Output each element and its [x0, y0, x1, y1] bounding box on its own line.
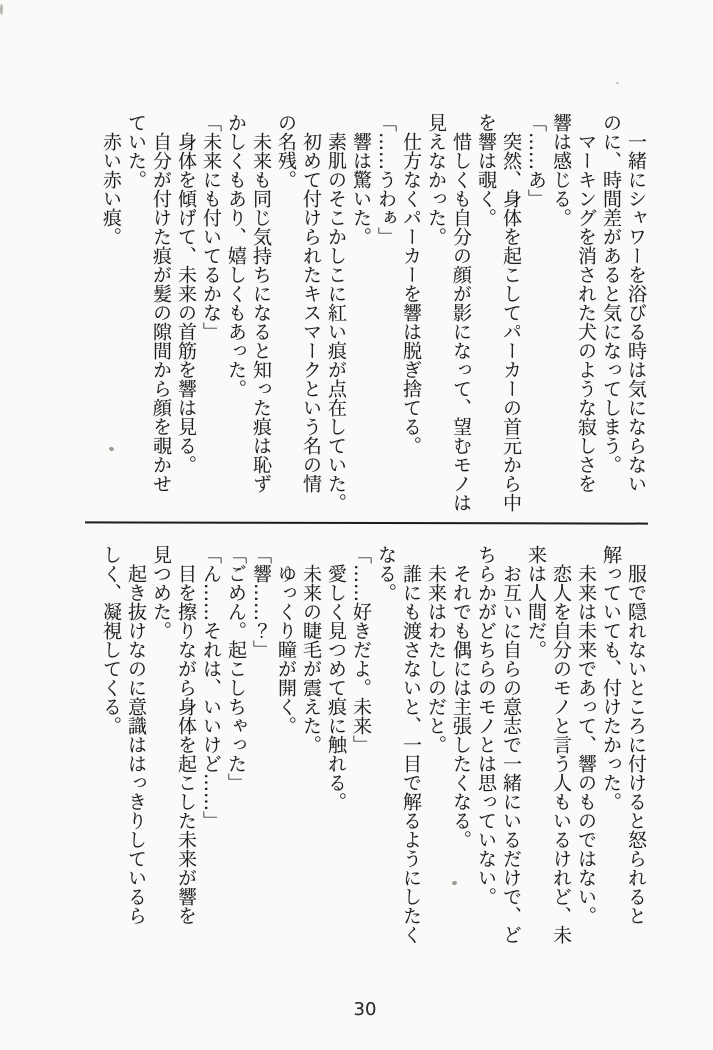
section-divider — [85, 521, 648, 524]
text-column-line: ていた。 — [125, 113, 147, 189]
text-column-line: 身体を傾げて、未来の首筋を響は見る。 — [175, 132, 197, 474]
text-column-line: マーキングを消された犬のような寂しさを — [575, 132, 597, 493]
text-column-line: の名残。 — [275, 113, 297, 189]
text-column-line: 赤い赤い痕。 — [100, 132, 122, 246]
text-column-line: それでも偶には主張したくなる。 — [450, 564, 472, 849]
text-column-line: 来は人間だ。 — [525, 545, 547, 659]
text-column-line: お互いに自らの意志で一緒にいるだけで、ど — [500, 564, 522, 944]
text-column-line: 起き抜けなのに意識ははっきりしているら — [125, 564, 147, 925]
page-number: 30 — [353, 999, 377, 1020]
text-column-line: 未来はわたしのだと。 — [425, 564, 447, 754]
text-column-line: 未来の睫毛が震えた。 — [300, 564, 322, 754]
text-column-line: 「……うわぁ」 — [375, 113, 397, 246]
text-column-line: 見えなかった。 — [425, 113, 447, 246]
text-column-line: 解っていても、付けたかった。 — [600, 545, 622, 811]
text-column-line: 「……好きだよ。未来」 — [350, 545, 372, 754]
text-column-line: 響は驚いた。 — [350, 132, 372, 246]
text-column-line: 仕方なくパーカーを響は脱ぎ捨てる。 — [400, 132, 422, 455]
text-column-line: ゆっくり瞳が開く。 — [275, 564, 297, 735]
text-column-line: しく、凝視してくる。 — [100, 545, 122, 735]
text-column-line: 愛しく見つめて痕に触れる。 — [325, 564, 347, 811]
text-column-line: 誰にも渡さないと、一目で解るようにしたく — [400, 564, 422, 944]
text-column-line: 「ん……それは、いいけど……」 — [200, 545, 222, 830]
text-column-line: 服で隠れないところに付けると怒られると — [625, 564, 647, 925]
top-text-block — [96, 113, 648, 515]
scan-speck — [0, 4, 3, 15]
text-column-line: 「響……？」 — [250, 545, 272, 659]
text-column-line: 「ごめん。起こしちゃった」 — [225, 545, 247, 792]
text-column-line: 「未来にも付いてるかな」 — [200, 113, 222, 341]
text-column-line: 突然、身体を起こしてパーカーの首元から中 — [500, 132, 522, 512]
text-column-line: 恋人を自分のモノと言う人もいるけれど、未 — [550, 564, 572, 944]
text-column-line: 未来も同じ気持ちになると知った痕は恥ず — [250, 132, 272, 493]
text-column-line: 目を擦りながら身体を起こした未来が響を — [175, 564, 197, 925]
text-column-line: 未来は未来であって、響のものではない。 — [575, 564, 597, 925]
scan-speck — [616, 82, 619, 84]
text-column-line: 惜しくも自分の顔が影になって、望むモノは — [450, 132, 472, 512]
text-column-line: 初めて付けられたキスマークという名の情 — [300, 132, 322, 493]
text-column-line: を響は覗く。 — [475, 113, 497, 227]
text-column-line: 自分が付けた痕が髪の隙間から顔を覗かせ — [150, 132, 172, 493]
text-column-line: のに、時間差があると気になってしまう。 — [600, 113, 622, 474]
text-column-line: かしくもあり、嬉しくもあった。 — [225, 113, 247, 398]
text-column-line: なる。 — [375, 545, 397, 602]
text-column-line: 見つめた。 — [150, 545, 172, 640]
text-column-line: 一緒にシャワーを浴びる時は気にならない — [625, 132, 647, 493]
text-column-line: ちらかがどちらのモノとは思っていない。 — [475, 545, 497, 906]
text-column-line: 響は感じる。 — [550, 113, 572, 227]
bottom-text-block — [96, 545, 648, 947]
text-column-line: 「……あ」 — [525, 113, 547, 208]
text-column-line: 素肌のそこかしこに紅い痕が点在していた。 — [325, 132, 347, 512]
